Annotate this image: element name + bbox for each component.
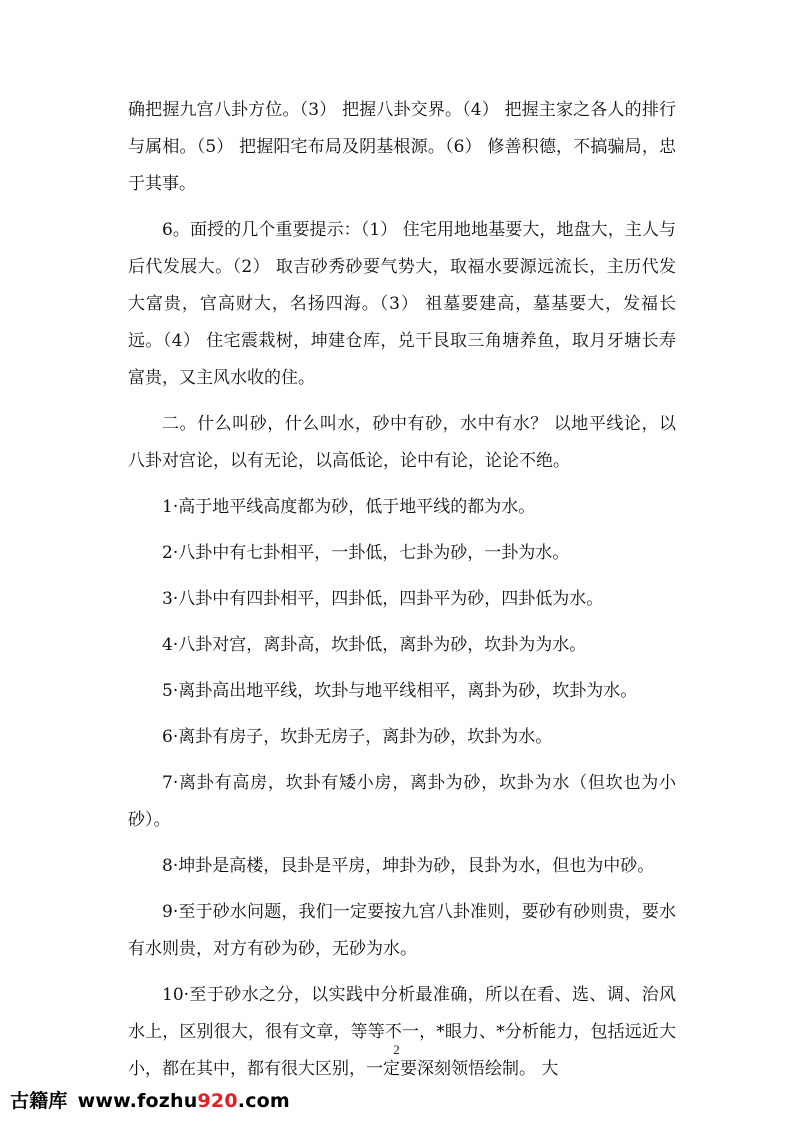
paragraph-continuation: 确把握九宫八卦方位。（3） 把握八卦交界。（4） 把握主家之各人的排行与属相。（5） 把握阳宅布局及阴基根源。（6） 修善积德，不搞骗局，忠于其事。: [128, 100, 676, 194]
site-url-suffix: .com: [237, 1090, 290, 1112]
list-item-6: 6·离卦有房子，坎卦无房子，离卦为砂，坎卦为水。: [162, 727, 553, 747]
list-item-7: 7·离卦有高房，坎卦有矮小房，离卦为砂，坎卦为水（但坎也为小砂）。: [128, 773, 676, 830]
list-item-8: 8·坤卦是高楼，艮卦是平房，坤卦为砂，艮卦为水，但也为中砂。: [162, 856, 655, 876]
list-item-1: 1·高于地平线高度都为砂，低于地平线的都为水。: [162, 497, 536, 517]
list-item-2: 2·八卦中有七卦相平，一卦低，七卦为砂，一卦为水。: [162, 543, 570, 563]
paragraph-item-6: 6。面授的几个重要提示：（1） 住宅用地地基要大，地盘大，主人与后代发展大。（2） 取吉砂秀砂要气势大，取福水要源远流长，主历代发大富贵，官高财大，名扬四海。（3） 祖墓要建高，墓基要大，发福长远。（4） 住宅震栽树，坤建仓库，兑干艮取三角塘养鱼，取月牙塘长寿富贵，又主风水收的住。: [128, 220, 676, 388]
document-body: [128, 92, 676, 1097]
list-item-5: 5·离卦高出地平线，坎卦与地平线相平，离卦为砂，坎卦为水。: [162, 681, 638, 701]
paragraph-section-2-heading: 二。什么叫砂，什么叫水，砂中有砂，水中有水？ 以地平线论，以八卦对宫论，以有无论，以高低论，论中有论，论论不绝。: [128, 414, 676, 471]
site-url-number: 920: [197, 1090, 238, 1112]
list-item-10: 10·至于砂水之分，以实践中分析最准确，所以在看、选、调、治风水上，区别很大，很有文章，等等不一，*眼力、*分析能力，包括远近大小，都在其中，都有很大区别，一定要深刻领悟绘制。 大: [128, 985, 676, 1079]
footer-watermark: [10, 1086, 290, 1112]
list-item-9: 9·至于砂水问题，我们一定要按九宫八卦准则，要砂有砂则贵，要水有水则贵，对方有砂为砂，无砂为水。: [128, 902, 676, 959]
page-number: 2: [393, 1042, 400, 1057]
site-name: 古籍库: [10, 1090, 68, 1112]
list-item-3: 3·八卦中有四卦相平，四卦低，四卦平为砂，四卦低为水。: [162, 589, 604, 609]
list-item-4: 4·八卦对宫，离卦高，坎卦低，离卦为砂，坎卦为为水。: [162, 635, 587, 655]
site-url-prefix: www.fozhu: [77, 1090, 198, 1112]
